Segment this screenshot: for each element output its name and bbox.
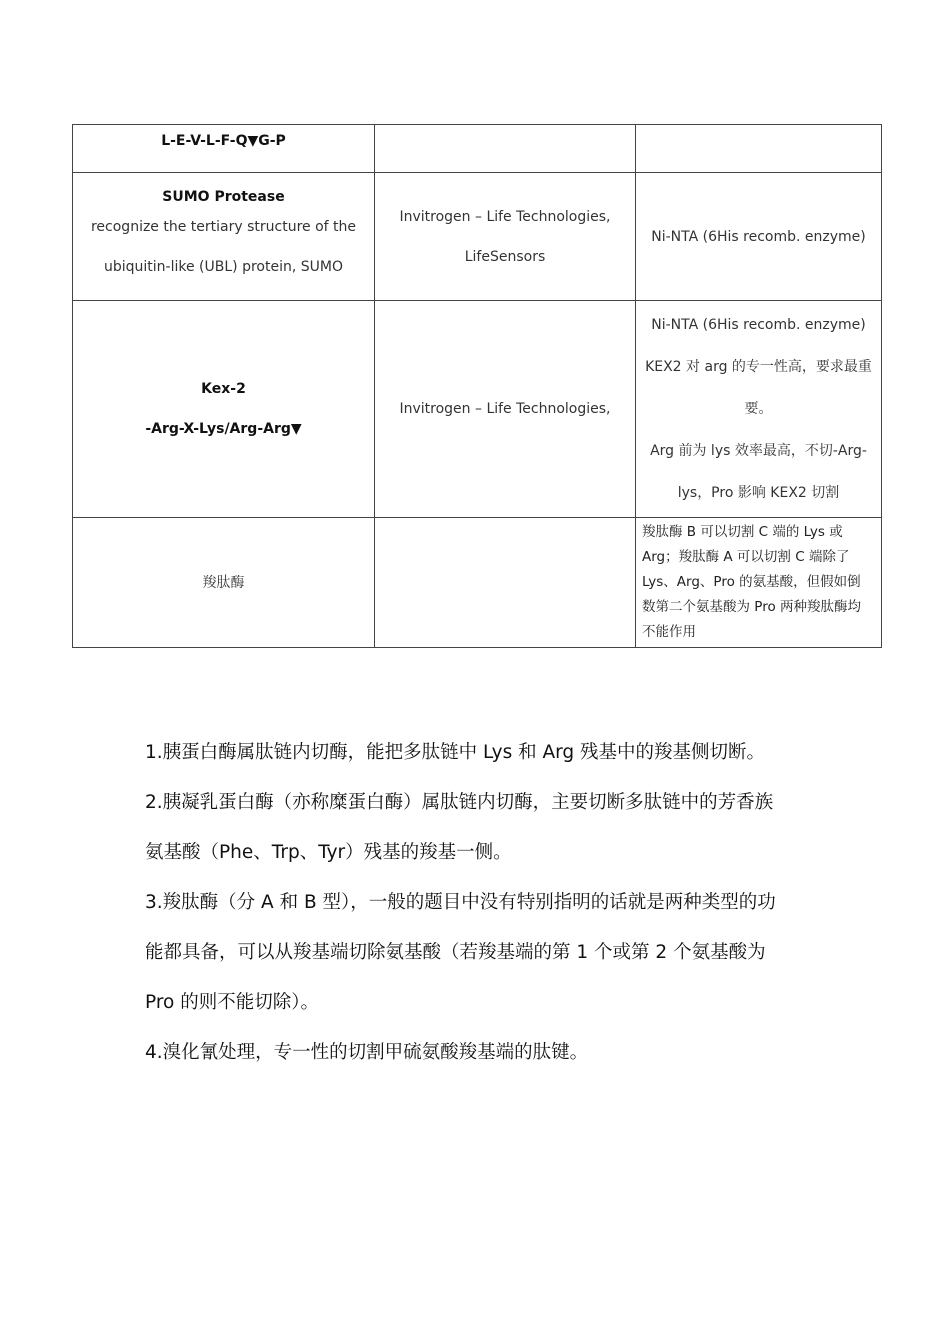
notes-section	[145, 728, 815, 1078]
note-paragraph: 4.溴化氰处理，专一性的切割甲硫氨酸羧基端的肽键。	[145, 1042, 589, 1063]
table-cell	[636, 301, 882, 518]
supplier: Invitrogen – Life Technologies,	[399, 401, 611, 417]
note-line: lys，Pro 影响 KEX2 切割	[677, 485, 840, 501]
cleavage-site: L-E-V-L-F-Q▼G-P	[161, 132, 286, 149]
enzyme-description: ubiquitin-like (UBL) protein, SUMO	[104, 258, 343, 275]
note-line: 羧肽酶 B 可以切割 C 端的 Lys 或	[642, 524, 843, 540]
note-line: 要。	[744, 401, 773, 417]
table-cell	[636, 125, 882, 173]
note-line: 数第二个氨基酸为 Pro 两种羧肽酶均	[642, 599, 861, 615]
table-cell	[375, 301, 636, 518]
table-cell	[73, 173, 375, 301]
removal-method: Ni-NTA (6His recomb. enzyme)	[651, 228, 866, 245]
note-line: 不能作用	[642, 624, 696, 640]
protease-table	[72, 124, 882, 648]
table-cell	[73, 518, 375, 648]
table-cell	[73, 125, 375, 173]
supplier: LifeSensors	[464, 248, 546, 265]
note-line: Arg；羧肽酶 A 可以切割 C 端除了	[642, 549, 850, 565]
table-cell	[375, 125, 636, 173]
enzyme-name: 羧肽酶	[202, 574, 245, 591]
removal-method: Ni-NTA (6His recomb. enzyme)	[651, 317, 866, 333]
enzyme-name: Kex-2	[201, 381, 246, 397]
note-paragraph: 1.胰蛋白酶属肽链内切酶，能把多肽链中 Lys 和 Arg 残基中的羧基侧切断。	[145, 742, 766, 763]
table-cell	[375, 173, 636, 301]
note-paragraph: 3.羧肽酶（分 A 和 B 型），一般的题目中没有特别指明的话就是两种类型的功	[145, 892, 776, 913]
table-row	[73, 173, 882, 301]
note-paragraph: 能都具备，可以从羧基端切除氨基酸（若羧基端的第 1 个或第 2 个氨基酸为	[145, 942, 766, 963]
enzyme-description: recognize the tertiary structure of the	[90, 218, 357, 235]
note-paragraph: 氨基酸（Phe、Trp、Tyr）残基的羧基一侧。	[145, 842, 512, 863]
table-row	[73, 125, 882, 173]
supplier: Invitrogen – Life Technologies,	[399, 208, 611, 225]
note-paragraph: 2.胰凝乳蛋白酶（亦称糜蛋白酶）属肽链内切酶，主要切断多肽链中的芳香族	[145, 792, 774, 813]
table-cell	[636, 173, 882, 301]
table-cell	[636, 518, 882, 648]
note-line: Arg 前为 lys 效率最高，不切-Arg-	[650, 443, 867, 459]
enzyme-name: SUMO Protease	[162, 188, 285, 205]
cleavage-site: -Arg-X-Lys/Arg-Arg▼	[145, 421, 302, 437]
note-line: Lys、Arg、Pro 的氨基酸，但假如倒	[642, 574, 861, 590]
note-paragraph: Pro 的则不能切除）。	[145, 992, 319, 1013]
table-row	[73, 518, 882, 648]
note-line: KEX2 对 arg 的专一性高，要求最重	[645, 359, 872, 375]
table-row	[73, 301, 882, 518]
table-cell	[73, 301, 375, 518]
table-cell	[375, 518, 636, 648]
